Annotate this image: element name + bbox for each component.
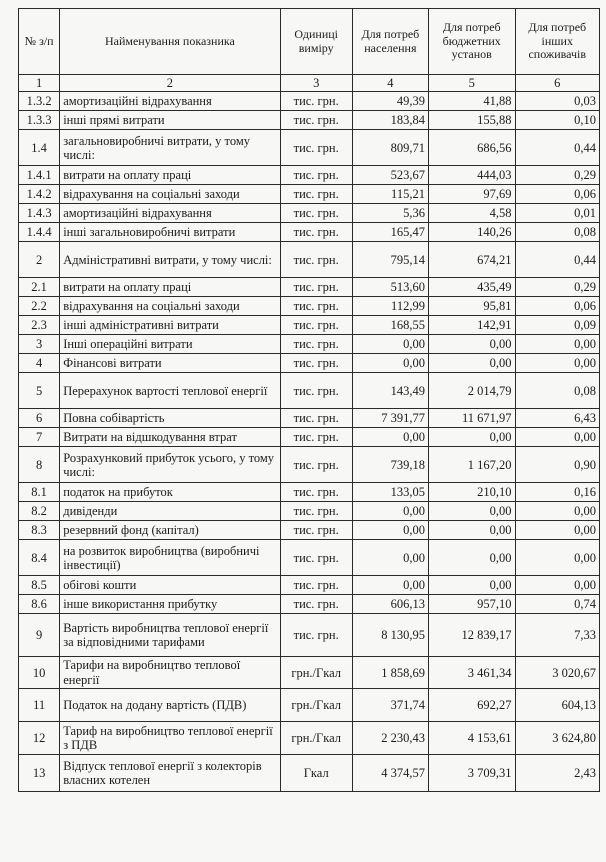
column-number-row	[19, 75, 600, 92]
row-unit: тис. грн.	[280, 223, 352, 242]
row-unit: тис. грн.	[280, 316, 352, 335]
row-value-budget: 0,00	[428, 502, 515, 521]
column-number: 6	[515, 75, 600, 92]
row-value-other: 0,44	[515, 130, 600, 166]
row-indicator-name: Адміністративні витрати, у тому числі:	[60, 242, 280, 278]
row-indicator-name: Розрахунковий прибуток усього, у тому числі:	[60, 447, 280, 483]
row-value-other: 7,33	[515, 614, 600, 657]
row-value-other: 0,08	[515, 223, 600, 242]
row-number: 8.4	[19, 540, 60, 576]
row-unit: тис. грн.	[280, 92, 352, 111]
row-indicator-name: витрати на оплату праці	[60, 166, 280, 185]
row-number: 8	[19, 447, 60, 483]
row-value-other: 0,29	[515, 278, 600, 297]
row-value-other: 0,16	[515, 483, 600, 502]
row-value-other: 0,00	[515, 540, 600, 576]
row-value-budget: 140,26	[428, 223, 515, 242]
row-indicator-name: Фінансові витрати	[60, 354, 280, 373]
row-number: 10	[19, 657, 60, 689]
row-unit: тис. грн.	[280, 428, 352, 447]
row-value-other: 6,43	[515, 409, 600, 428]
row-value-population: 795,14	[352, 242, 428, 278]
row-indicator-name: відрахування на соціальні заходи	[60, 297, 280, 316]
row-value-budget: 41,88	[428, 92, 515, 111]
row-value-other: 0,06	[515, 185, 600, 204]
row-indicator-name: податок на прибуток	[60, 483, 280, 502]
tariff-table	[18, 8, 600, 792]
table-row	[19, 354, 600, 373]
row-number: 1.4.4	[19, 223, 60, 242]
row-number: 2	[19, 242, 60, 278]
row-value-population: 133,05	[352, 483, 428, 502]
row-value-budget: 12 839,17	[428, 614, 515, 657]
row-unit: тис. грн.	[280, 185, 352, 204]
header-no: № з/п	[19, 9, 60, 75]
row-indicator-name: Витрати на відшкодування втрат	[60, 428, 280, 447]
row-value-population: 4 374,57	[352, 755, 428, 792]
table-row	[19, 409, 600, 428]
row-indicator-name: Тарифи на виробництво теплової енергії	[60, 657, 280, 689]
row-value-population: 0,00	[352, 576, 428, 595]
table-row	[19, 521, 600, 540]
row-value-population: 523,67	[352, 166, 428, 185]
table-row	[19, 111, 600, 130]
table-row	[19, 428, 600, 447]
table-row	[19, 130, 600, 166]
table-row	[19, 595, 600, 614]
row-unit: тис. грн.	[280, 373, 352, 409]
row-value-budget: 0,00	[428, 521, 515, 540]
row-number: 8.6	[19, 595, 60, 614]
row-value-budget: 435,49	[428, 278, 515, 297]
row-value-budget: 155,88	[428, 111, 515, 130]
row-value-other: 0,00	[515, 502, 600, 521]
table-row	[19, 657, 600, 689]
row-value-population: 168,55	[352, 316, 428, 335]
row-indicator-name: Перерахунок вартості теплової енергії	[60, 373, 280, 409]
row-value-population: 0,00	[352, 335, 428, 354]
row-value-population: 513,60	[352, 278, 428, 297]
row-value-budget: 0,00	[428, 576, 515, 595]
row-value-budget: 1 167,20	[428, 447, 515, 483]
row-value-other: 0,08	[515, 373, 600, 409]
table-row	[19, 223, 600, 242]
row-indicator-name: інші загальновиробничі витрати	[60, 223, 280, 242]
table-row	[19, 614, 600, 657]
row-unit: тис. грн.	[280, 166, 352, 185]
row-value-other: 0,44	[515, 242, 600, 278]
row-value-other: 0,00	[515, 576, 600, 595]
row-unit: тис. грн.	[280, 521, 352, 540]
row-number: 13	[19, 755, 60, 792]
table-row	[19, 722, 600, 755]
row-indicator-name: інше використання прибутку	[60, 595, 280, 614]
table-row	[19, 502, 600, 521]
column-number: 5	[428, 75, 515, 92]
row-unit: тис. грн.	[280, 576, 352, 595]
row-value-other: 0,29	[515, 166, 600, 185]
table-row	[19, 335, 600, 354]
row-unit: тис. грн.	[280, 204, 352, 223]
row-number: 11	[19, 689, 60, 722]
row-unit: тис. грн.	[280, 354, 352, 373]
row-value-population: 739,18	[352, 447, 428, 483]
row-number: 3	[19, 335, 60, 354]
row-value-population: 1 858,69	[352, 657, 428, 689]
row-indicator-name: на розвиток виробництва (виробничі інвестиції)	[60, 540, 280, 576]
row-value-other: 0,03	[515, 92, 600, 111]
table-row	[19, 447, 600, 483]
row-indicator-name: резервний фонд (капітал)	[60, 521, 280, 540]
row-value-budget: 2 014,79	[428, 373, 515, 409]
row-value-other: 0,01	[515, 204, 600, 223]
row-unit: тис. грн.	[280, 278, 352, 297]
table-header-row	[19, 9, 600, 75]
row-value-budget: 210,10	[428, 483, 515, 502]
row-indicator-name: амортизаційні відрахування	[60, 92, 280, 111]
row-number: 1.4.1	[19, 166, 60, 185]
column-number: 4	[352, 75, 428, 92]
row-value-budget: 95,81	[428, 297, 515, 316]
row-unit: тис. грн.	[280, 614, 352, 657]
table-row	[19, 755, 600, 792]
row-unit: грн./Гкал	[280, 657, 352, 689]
row-value-budget: 0,00	[428, 354, 515, 373]
column-number: 2	[60, 75, 280, 92]
header-budget: Для потреб бюджетних установ	[428, 9, 515, 75]
row-value-budget: 0,00	[428, 428, 515, 447]
row-unit: тис. грн.	[280, 242, 352, 278]
row-unit: тис. грн.	[280, 447, 352, 483]
row-unit: тис. грн.	[280, 483, 352, 502]
row-unit: тис. грн.	[280, 540, 352, 576]
row-indicator-name: інші прямі витрати	[60, 111, 280, 130]
row-number: 8.3	[19, 521, 60, 540]
row-value-budget: 957,10	[428, 595, 515, 614]
row-value-other: 0,09	[515, 316, 600, 335]
row-value-other: 0,90	[515, 447, 600, 483]
row-value-population: 115,21	[352, 185, 428, 204]
row-value-other: 0,00	[515, 521, 600, 540]
row-value-population: 112,99	[352, 297, 428, 316]
header-other: Для потреб інших споживачів	[515, 9, 600, 75]
column-number: 3	[280, 75, 352, 92]
row-indicator-name: загальновиробничі витрати, у тому числі:	[60, 130, 280, 166]
row-indicator-name: Вартість виробництва теплової енергії за відповідними тарифами	[60, 614, 280, 657]
table-row	[19, 689, 600, 722]
row-unit: тис. грн.	[280, 335, 352, 354]
row-value-population: 7 391,77	[352, 409, 428, 428]
row-value-budget: 4 153,61	[428, 722, 515, 755]
table-row	[19, 316, 600, 335]
row-indicator-name: Повна собівартість	[60, 409, 280, 428]
table-row	[19, 185, 600, 204]
row-value-budget: 97,69	[428, 185, 515, 204]
row-value-budget: 0,00	[428, 540, 515, 576]
row-value-budget: 142,91	[428, 316, 515, 335]
row-number: 1.4	[19, 130, 60, 166]
row-number: 2.3	[19, 316, 60, 335]
table-row	[19, 92, 600, 111]
row-indicator-name: дивіденди	[60, 502, 280, 521]
row-value-population: 183,84	[352, 111, 428, 130]
table-row	[19, 278, 600, 297]
row-value-budget: 674,21	[428, 242, 515, 278]
table-row	[19, 576, 600, 595]
row-number: 5	[19, 373, 60, 409]
row-number: 8.2	[19, 502, 60, 521]
header-name: Найменування показника	[60, 9, 280, 75]
row-unit: тис. грн.	[280, 130, 352, 166]
row-indicator-name: Інші операційні витрати	[60, 335, 280, 354]
row-number: 6	[19, 409, 60, 428]
row-number: 1.4.3	[19, 204, 60, 223]
row-indicator-name: амортизаційні відрахування	[60, 204, 280, 223]
row-indicator-name: інші адміністративні витрати	[60, 316, 280, 335]
row-value-budget: 4,58	[428, 204, 515, 223]
row-number: 1.3.2	[19, 92, 60, 111]
row-number: 1.4.2	[19, 185, 60, 204]
row-value-other: 0,00	[515, 354, 600, 373]
row-value-population: 5,36	[352, 204, 428, 223]
header-unit: Одиниці виміру	[280, 9, 352, 75]
row-value-budget: 692,27	[428, 689, 515, 722]
row-unit: Гкал	[280, 755, 352, 792]
row-indicator-name: обігові кошти	[60, 576, 280, 595]
row-unit: тис. грн.	[280, 409, 352, 428]
row-indicator-name: витрати на оплату праці	[60, 278, 280, 297]
row-number: 4	[19, 354, 60, 373]
row-value-other: 0,00	[515, 428, 600, 447]
row-value-budget: 0,00	[428, 335, 515, 354]
row-value-population: 809,71	[352, 130, 428, 166]
row-value-other: 0,06	[515, 297, 600, 316]
row-value-population: 165,47	[352, 223, 428, 242]
row-value-population: 143,49	[352, 373, 428, 409]
row-value-population: 371,74	[352, 689, 428, 722]
table-row	[19, 297, 600, 316]
row-number: 8.5	[19, 576, 60, 595]
row-value-budget: 3 709,31	[428, 755, 515, 792]
row-value-other: 0,10	[515, 111, 600, 130]
row-unit: тис. грн.	[280, 111, 352, 130]
table-row	[19, 483, 600, 502]
row-value-budget: 11 671,97	[428, 409, 515, 428]
row-value-population: 2 230,43	[352, 722, 428, 755]
table-row	[19, 204, 600, 223]
row-unit: тис. грн.	[280, 502, 352, 521]
row-indicator-name: відрахування на соціальні заходи	[60, 185, 280, 204]
row-value-other: 0,00	[515, 335, 600, 354]
row-value-population: 0,00	[352, 502, 428, 521]
row-number: 12	[19, 722, 60, 755]
row-value-population: 0,00	[352, 354, 428, 373]
row-value-other: 3 624,80	[515, 722, 600, 755]
row-value-budget: 444,03	[428, 166, 515, 185]
row-number: 9	[19, 614, 60, 657]
row-value-population: 8 130,95	[352, 614, 428, 657]
row-value-population: 0,00	[352, 521, 428, 540]
row-value-population: 606,13	[352, 595, 428, 614]
row-indicator-name: Податок на додану вартість (ПДВ)	[60, 689, 280, 722]
row-unit: тис. грн.	[280, 595, 352, 614]
header-population: Для потреб населення	[352, 9, 428, 75]
row-value-other: 0,74	[515, 595, 600, 614]
row-unit: грн./Гкал	[280, 722, 352, 755]
row-value-other: 604,13	[515, 689, 600, 722]
table-row	[19, 166, 600, 185]
row-indicator-name: Тариф на виробництво теплової енергії з ПДВ	[60, 722, 280, 755]
row-value-budget: 686,56	[428, 130, 515, 166]
row-value-other: 3 020,67	[515, 657, 600, 689]
table-row	[19, 242, 600, 278]
row-unit: грн./Гкал	[280, 689, 352, 722]
row-indicator-name: Відпуск теплової енергії з колекторів власних котелен	[60, 755, 280, 792]
row-number: 1.3.3	[19, 111, 60, 130]
column-number: 1	[19, 75, 60, 92]
row-value-population: 0,00	[352, 428, 428, 447]
row-number: 8.1	[19, 483, 60, 502]
row-number: 7	[19, 428, 60, 447]
row-value-other: 2,43	[515, 755, 600, 792]
row-value-budget: 3 461,34	[428, 657, 515, 689]
table-body	[19, 92, 600, 792]
row-unit: тис. грн.	[280, 297, 352, 316]
table-row	[19, 373, 600, 409]
row-number: 2.2	[19, 297, 60, 316]
row-number: 2.1	[19, 278, 60, 297]
row-value-population: 0,00	[352, 540, 428, 576]
row-value-population: 49,39	[352, 92, 428, 111]
table-row	[19, 540, 600, 576]
